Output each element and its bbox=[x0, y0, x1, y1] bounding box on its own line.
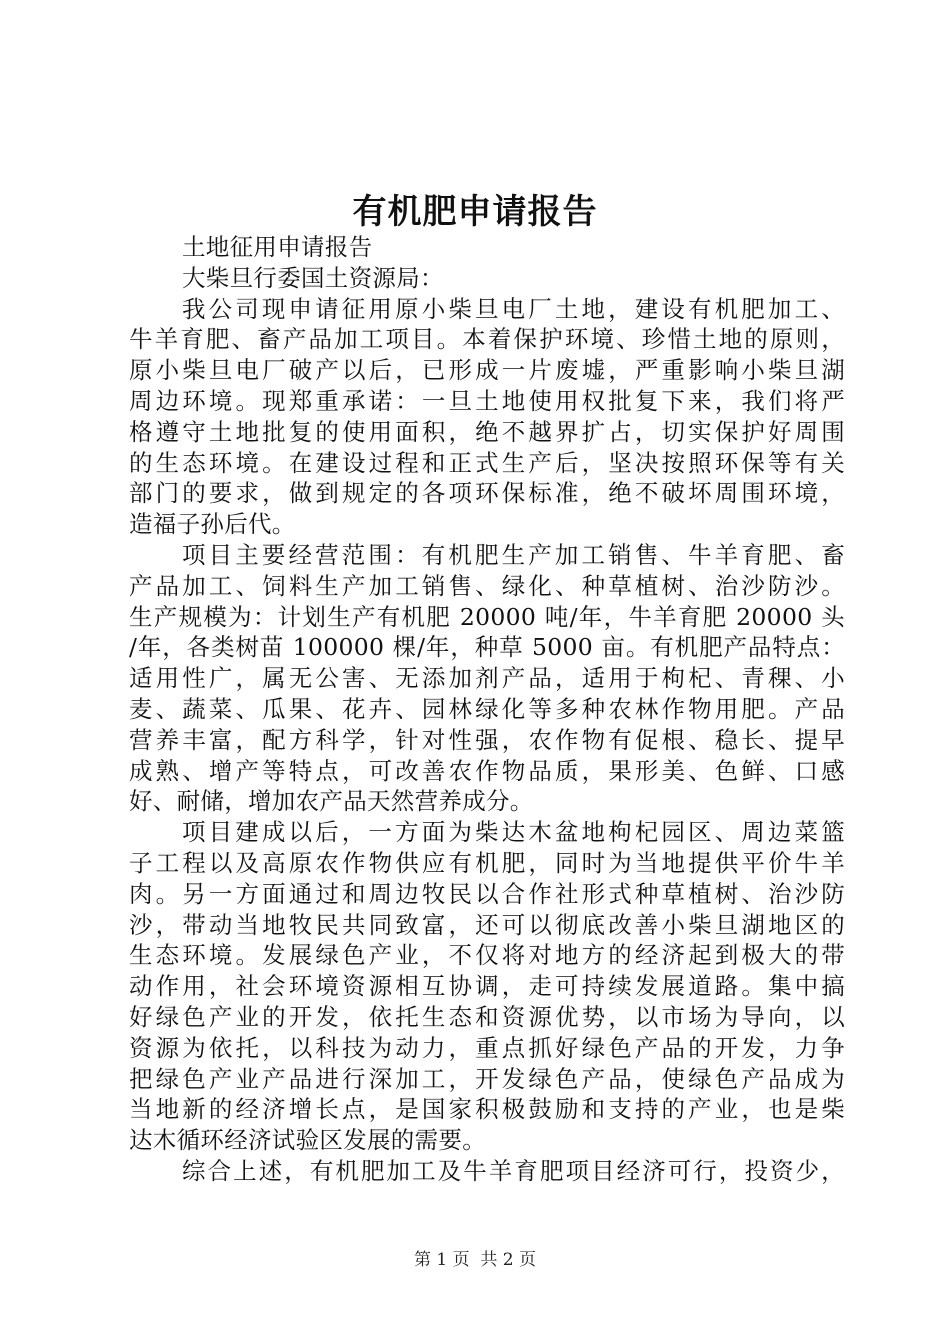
text-line: 综合上述，有机肥加工及牛羊育肥项目经济可行，投资少， bbox=[182, 1156, 845, 1185]
text-line: 动作用，社会环境资源相互协调，走可持续发展道路。集中搞 bbox=[129, 972, 845, 1001]
text-line: 格遵守土地批复的使用面积，绝不越界扩占，切实保护好周围 bbox=[129, 417, 845, 446]
text-line: 生态环境。发展绿色产业，不仅将对地方的经济起到极大的带 bbox=[129, 941, 845, 970]
text-line: 当地新的经济增长点，是国家积极鼓励和支持的产业，也是柴 bbox=[129, 1095, 845, 1124]
text-line: 子工程以及高原农作物供应有机肥，同时为当地提供平价牛羊 bbox=[129, 848, 845, 877]
text-line: 营养丰富，配方科学，针对性强，农作物有促根、稳长、提早 bbox=[129, 725, 845, 754]
text-line: /年，各类树苗 100000 棵/年，种草 5000 亩。有机肥产品特点： bbox=[129, 633, 845, 662]
text-line: 把绿色产业产品进行深加工，开发绿色产品，使绿色产品成为 bbox=[129, 1064, 845, 1093]
text-line: 周边环境。现郑重承诺：一旦土地使用权批复下来，我们将严 bbox=[129, 386, 845, 415]
text-line: 好绿色产业的开发，依托生态和资源优势，以市场为导向，以 bbox=[129, 1002, 845, 1031]
text-line: 沙，带动当地牧民共同致富，还可以彻底改善小柴旦湖地区的 bbox=[129, 910, 845, 939]
text-line: 土地征用申请报告 bbox=[182, 233, 373, 261]
text-line: 生产规模为：计划生产有机肥 20000 吨/年，牛羊育肥 20000 头 bbox=[129, 602, 845, 631]
text-line: 产品加工、饲料生产加工销售、绿化、种草植树、治沙防沙。 bbox=[129, 571, 845, 600]
text-line: 项目主要经营范围：有机肥生产加工销售、牛羊育肥、畜 bbox=[182, 540, 845, 569]
text-line: 我公司现申请征用原小柴旦电厂土地，建设有机肥加工、 bbox=[182, 294, 845, 323]
text-line: 肉。另一方面通过和周边牧民以合作社形式种草植树、治沙防 bbox=[129, 879, 845, 908]
text-line: 牛羊育肥、畜产品加工项目。本着保护环境、珍惜土地的原则， bbox=[129, 325, 845, 354]
text-line: 项目建成以后，一方面为柴达木盆地枸杞园区、周边菜篮 bbox=[182, 818, 845, 847]
page-footer: 第 1 页 共 2 页 bbox=[413, 1250, 537, 1270]
text-line: 的生态环境。在建设过程和正式生产后，坚决按照环保等有关 bbox=[129, 448, 845, 477]
text-line: 大柴旦行委国土资源局： bbox=[182, 263, 444, 292]
text-line: 好、耐储，增加农产品天然营养成分。 bbox=[129, 787, 534, 816]
text-line: 适用性广，属无公害、无添加剂产品，适用于枸杞、青稞、小 bbox=[129, 664, 845, 693]
text-line: 麦、蔬菜、瓜果、花卉、园林绿化等多种农林作物用肥。产品 bbox=[129, 694, 845, 723]
document-body bbox=[129, 232, 845, 1187]
document-title: 有机肥申请报告 bbox=[352, 192, 598, 232]
text-line: 达木循环经济试验区发展的需要。 bbox=[129, 1126, 486, 1155]
text-line: 成熟、增产等特点，可改善农作物品质，果形美、色鲜、口感 bbox=[129, 756, 845, 785]
text-line: 原小柴旦电厂破产以后，已形成一片废墟，严重影响小柴旦湖 bbox=[129, 356, 845, 385]
text-line: 造福子孙后代。 bbox=[129, 510, 296, 539]
text-line: 资源为依托，以科技为动力，重点抓好绿色产品的开发，力争 bbox=[129, 1033, 845, 1062]
text-line: 部门的要求，做到规定的各项环保标准，绝不破坏周围环境， bbox=[129, 479, 845, 508]
